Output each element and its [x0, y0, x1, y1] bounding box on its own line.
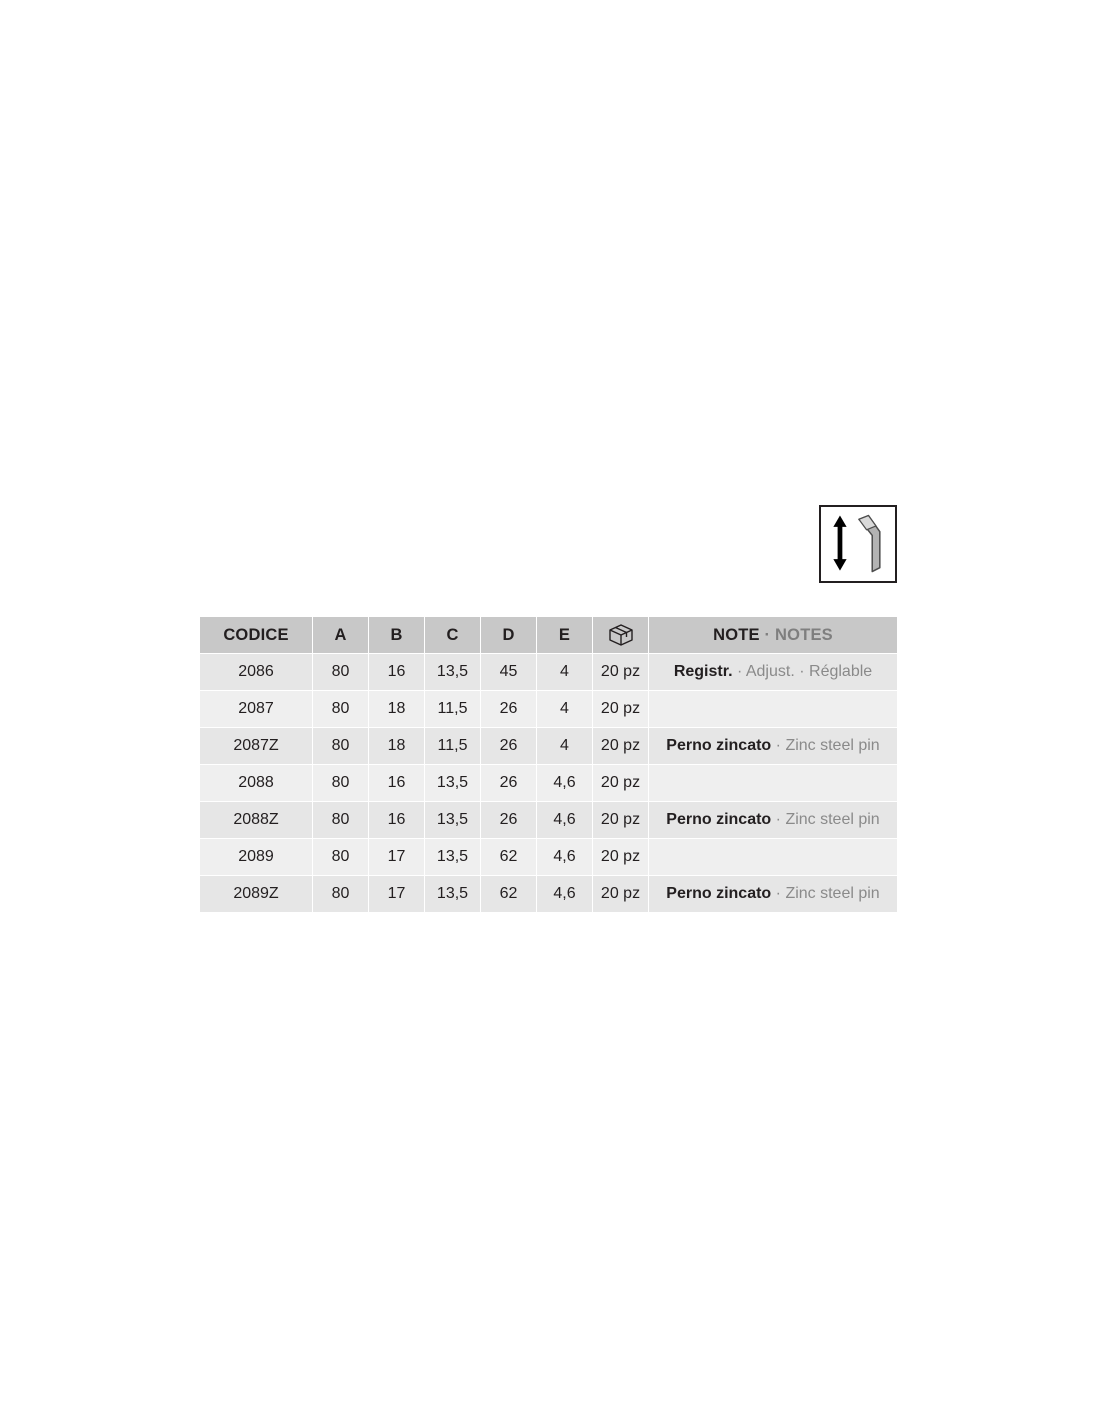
cell-c: 11,5 — [425, 728, 481, 765]
note-it: Perno zincato — [666, 811, 772, 828]
cell-d: 26 — [481, 765, 537, 802]
cell-a: 80 — [313, 654, 369, 691]
note-sep-1: · — [775, 737, 781, 754]
cell-code: 2088Z — [200, 802, 313, 839]
note-en-1: Adjust. — [745, 663, 795, 680]
cell-code: 2087Z — [200, 728, 313, 765]
cell-c: 13,5 — [425, 839, 481, 876]
cell-d: 62 — [481, 839, 537, 876]
cell-a: 80 — [313, 876, 369, 913]
height-adjustable-icon-box — [819, 505, 897, 583]
cell-c: 13,5 — [425, 654, 481, 691]
cell-e: 4 — [537, 691, 593, 728]
cell-a: 80 — [313, 728, 369, 765]
cell-code: 2088 — [200, 765, 313, 802]
table-row — [200, 802, 898, 839]
cell-e: 4,6 — [537, 839, 593, 876]
cell-e: 4 — [537, 728, 593, 765]
cell-pack: 20 pz — [593, 765, 649, 802]
cell-d: 26 — [481, 802, 537, 839]
cell-note — [649, 802, 898, 839]
cell-b: 16 — [369, 654, 425, 691]
note-it: Registr. — [673, 663, 733, 680]
header-note-sep: · — [764, 625, 771, 644]
cell-b: 17 — [369, 876, 425, 913]
cell-b: 17 — [369, 839, 425, 876]
header-a: A — [313, 617, 369, 654]
note-sep-1: · — [775, 811, 781, 828]
header-note — [649, 617, 898, 654]
box-icon — [608, 623, 634, 647]
cell-note — [649, 728, 898, 765]
table-row — [200, 691, 898, 728]
cell-code: 2089Z — [200, 876, 313, 913]
header-d: D — [481, 617, 537, 654]
header-codice: CODICE — [200, 617, 313, 654]
cell-note — [649, 691, 898, 728]
cell-code: 2086 — [200, 654, 313, 691]
cell-pack: 20 pz — [593, 691, 649, 728]
cell-pack: 20 pz — [593, 728, 649, 765]
cell-b: 18 — [369, 691, 425, 728]
header-e: E — [537, 617, 593, 654]
header-packaging — [593, 617, 649, 654]
table-row — [200, 654, 898, 691]
cell-c: 13,5 — [425, 876, 481, 913]
note-sep-1: · — [775, 885, 781, 902]
cell-e: 4 — [537, 654, 593, 691]
cell-note — [649, 839, 898, 876]
cell-code: 2087 — [200, 691, 313, 728]
cell-c: 13,5 — [425, 765, 481, 802]
note-en-1: Zinc steel pin — [785, 737, 880, 754]
cell-d: 26 — [481, 691, 537, 728]
specification-table-wrapper — [199, 616, 897, 913]
cell-e: 4,6 — [537, 802, 593, 839]
cell-b: 18 — [369, 728, 425, 765]
cell-e: 4,6 — [537, 765, 593, 802]
note-en-1: Zinc steel pin — [785, 811, 880, 828]
cell-c: 11,5 — [425, 691, 481, 728]
cell-pack: 20 pz — [593, 802, 649, 839]
cell-note — [649, 876, 898, 913]
note-sep-2: · — [799, 663, 805, 680]
cell-b: 16 — [369, 765, 425, 802]
cell-b: 16 — [369, 802, 425, 839]
header-note-it: NOTE — [713, 625, 760, 644]
table-row — [200, 876, 898, 913]
cell-a: 80 — [313, 839, 369, 876]
header-c: C — [425, 617, 481, 654]
header-note-en: NOTES — [775, 625, 833, 644]
cell-d: 45 — [481, 654, 537, 691]
cell-c: 13,5 — [425, 802, 481, 839]
note-en-2: Réglable — [809, 663, 873, 680]
cell-e: 4,6 — [537, 876, 593, 913]
height-adjustable-icon — [821, 507, 895, 581]
cell-a: 80 — [313, 691, 369, 728]
specification-table — [199, 616, 898, 913]
cell-code: 2089 — [200, 839, 313, 876]
table-row — [200, 765, 898, 802]
cell-note — [649, 765, 898, 802]
cell-pack: 20 pz — [593, 839, 649, 876]
header-b: B — [369, 617, 425, 654]
cell-d: 26 — [481, 728, 537, 765]
cell-note — [649, 654, 898, 691]
cell-a: 80 — [313, 765, 369, 802]
table-row — [200, 839, 898, 876]
table-row — [200, 728, 898, 765]
note-en-1: Zinc steel pin — [785, 885, 880, 902]
cell-pack: 20 pz — [593, 876, 649, 913]
cell-d: 62 — [481, 876, 537, 913]
note-it: Perno zincato — [666, 885, 772, 902]
table-header-row — [200, 617, 898, 654]
cell-a: 80 — [313, 802, 369, 839]
cell-pack: 20 pz — [593, 654, 649, 691]
note-sep-1: · — [736, 663, 743, 680]
note-it: Perno zincato — [666, 737, 772, 754]
